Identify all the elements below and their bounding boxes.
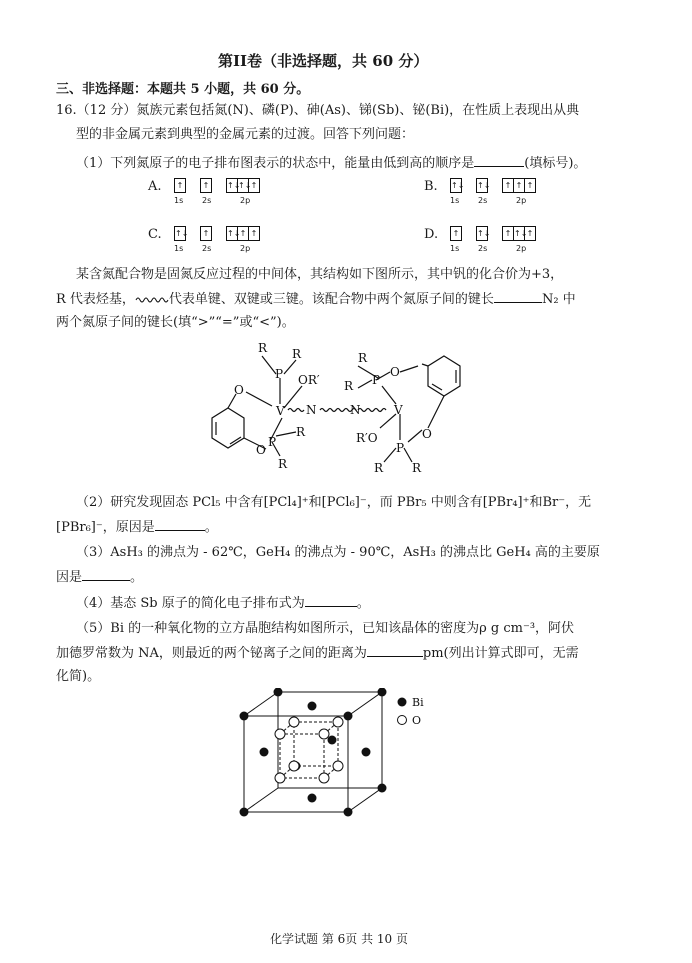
- orbital-group: [200, 226, 211, 241]
- atom-label: P: [372, 373, 381, 387]
- complex-line3: 两个氮原子间的键长(填“>”“=”或“<”)。: [56, 315, 295, 330]
- q16-part3-line1: （3）AsH₃ 的沸点为 - 62℃，GeH₄ 的沸点为 - 90℃，AsH₃ 的沸点比 GeH₄ 高的主要原: [76, 545, 600, 560]
- orbital-group: [502, 178, 535, 193]
- orbital-box: ↑↓: [513, 226, 525, 241]
- orbital-group: [450, 178, 465, 193]
- o-legend-label: O: [412, 714, 422, 727]
- q16-part5-line1: （5）Bi 的一种氧化物的立方晶胞结构如图所示，已知该晶体的密度为ρ g cm⁻³，阿伏: [76, 621, 575, 636]
- option-label: B.: [424, 179, 438, 194]
- orbital-sublabel: 2p: [516, 244, 527, 253]
- orbital-group: [502, 226, 535, 241]
- q16-part2-suffix: 。: [204, 520, 218, 535]
- atom-label: R′O: [356, 431, 378, 445]
- atom-label: N: [306, 403, 317, 417]
- atom-label: V: [276, 404, 285, 418]
- q16-line1: 16.（12 分）氮族元素包括氮(N)、磷(P)、砷(As)、锑(Sb)、铋(Bi)，在性质上表现出从典: [56, 103, 580, 118]
- orbital-sublabel: 1s: [174, 244, 184, 253]
- orbital-box: ↑: [237, 226, 249, 241]
- q16-part1-text: （1）下列氮原子的电子排布图表示的状态中，能量由低到高的顺序是: [76, 156, 475, 171]
- answer-blank: [305, 594, 357, 607]
- orbital-sublabel: 1s: [450, 244, 460, 253]
- atom-label: OR′: [298, 373, 320, 387]
- orbital-box: ↑: [502, 226, 514, 241]
- page-footer: 化学试题 第 6页 共 10 页: [270, 932, 408, 946]
- atom-label: V: [394, 403, 403, 417]
- orbital-box: ↑: [174, 178, 186, 193]
- atom-label: R: [296, 425, 306, 439]
- option-label: C.: [148, 227, 162, 242]
- q16-part5-text: 加德罗常数为 NA，则最近的两个铋离子之间的距离为: [56, 646, 367, 661]
- complex-structure: [200, 338, 490, 478]
- atom-label: R: [258, 341, 268, 355]
- orbital-box: ↑: [502, 178, 514, 193]
- answer-blank: [367, 644, 423, 657]
- o-legend-icon: [398, 716, 407, 725]
- q16-part5-suffix: pm(列出计算式即可，无需: [422, 646, 579, 661]
- orbital-group: [476, 178, 491, 193]
- orbital-box: ↑↓: [226, 178, 238, 193]
- orbital-box: ↑: [513, 178, 525, 193]
- q16-part4: [76, 594, 370, 613]
- bi-atoms: [240, 688, 387, 817]
- q16-part2-text: [PBr₆]⁻，原因是: [56, 520, 155, 535]
- orbital-box: ↑↓: [450, 178, 462, 193]
- unit-cell-diagram: [236, 688, 436, 818]
- orbital-group: [200, 178, 211, 193]
- answer-blank: [494, 290, 542, 303]
- orbital-box: ↑↓: [476, 226, 488, 241]
- orbital-box: ↑: [450, 226, 462, 241]
- orbital-box: ↑↓: [174, 226, 186, 241]
- atom-label: O: [234, 383, 244, 397]
- answer-blank: [155, 518, 205, 531]
- complex-line1: 某含氮配合物是固氮反应过程的中间体，其结构如下图所示，其中钒的化合价为+3，: [76, 267, 564, 282]
- q16-part5-line3: 化简)。: [56, 669, 101, 684]
- q16-part3-suffix: 。: [130, 570, 144, 585]
- complex-line2-a: R 代表烃基，: [56, 292, 135, 307]
- orbital-box: ↑: [248, 226, 260, 241]
- atom-label: N: [350, 403, 361, 417]
- q16-part1: [76, 154, 586, 173]
- atom-label: P: [275, 367, 284, 381]
- atom-label: P: [268, 435, 277, 449]
- q16-part4-text: （4）基态 Sb 原子的简化电子排布式为: [76, 596, 305, 611]
- atom-label: R: [292, 347, 302, 361]
- orbital-sublabel: 2s: [478, 244, 488, 253]
- orbital-group: [174, 178, 185, 193]
- atom-label: R: [344, 379, 354, 393]
- orbital-box: ↑↓: [226, 226, 238, 241]
- q16-part3-text: 因是: [56, 570, 83, 585]
- atom-label: O: [390, 365, 400, 379]
- orbital-group: [226, 178, 259, 193]
- complex-line2-c: N₂ 中: [541, 292, 576, 307]
- orbital-sublabel: 2p: [516, 196, 527, 205]
- atom-label: R: [374, 461, 384, 475]
- orbital-box: ↑↓: [476, 178, 488, 193]
- section-title: 第II卷（非选择题，共 60 分）: [218, 52, 429, 70]
- orbital-sublabel: 2s: [202, 244, 212, 253]
- orbital-sublabel: 2s: [478, 196, 488, 205]
- atom-label: O: [256, 443, 266, 457]
- orbital-box: ↑: [524, 178, 536, 193]
- answer-blank: [474, 154, 524, 167]
- orbital-sublabel: 2p: [240, 244, 251, 253]
- atom-label: P: [396, 441, 405, 455]
- orbital-sublabel: 1s: [174, 196, 184, 205]
- q16-part5-line2: [56, 644, 579, 663]
- complex-line2: [56, 290, 576, 309]
- orbital-box: ↑: [524, 226, 536, 241]
- wavy-bond-icon: [135, 295, 169, 305]
- orbital-group: [450, 226, 461, 241]
- q16-part3-line2: [56, 568, 143, 587]
- bi-legend-label: Bi: [412, 696, 424, 709]
- orbital-sublabel: 2s: [202, 196, 212, 205]
- orbital-group: [226, 226, 259, 241]
- q16-part4-suffix: 。: [356, 596, 370, 611]
- option-label: D.: [424, 227, 439, 242]
- orbital-box: ↑↓: [237, 178, 249, 193]
- atom-label: O: [422, 427, 432, 441]
- option-label: A.: [148, 179, 162, 194]
- q16-line2: 型的非金属元素到典型的金属元素的过渡。回答下列问题：: [76, 127, 415, 142]
- orbital-sublabel: 2p: [240, 196, 251, 205]
- bi-legend-icon: [398, 698, 407, 707]
- atom-label: R: [412, 461, 422, 475]
- orbital-group: [476, 226, 491, 241]
- section-heading: 三、非选择题：本题共 5 小题，共 60 分。: [56, 82, 310, 97]
- orbital-box: ↑: [200, 178, 212, 193]
- answer-blank: [82, 568, 130, 581]
- atom-label: R: [358, 351, 368, 365]
- q16-part2-line1: （2）研究发现固态 PCl₅ 中含有[PCl₄]⁺和[PCl₆]⁻，而 PBr₅ 中则含有[PBr₄]⁺和Br⁻，无: [76, 495, 592, 510]
- q16-part1-suffix: (填标号)。: [524, 156, 587, 171]
- orbital-sublabel: 1s: [450, 196, 460, 205]
- complex-line2-b: 代表单键、双键或三键。该配合物中两个氮原子间的键长: [168, 292, 494, 307]
- q16-part2-line2: [56, 518, 218, 537]
- orbital-box: ↑: [200, 226, 212, 241]
- atom-label: R: [278, 457, 288, 471]
- orbital-box: ↑: [248, 178, 260, 193]
- orbital-group: [174, 226, 189, 241]
